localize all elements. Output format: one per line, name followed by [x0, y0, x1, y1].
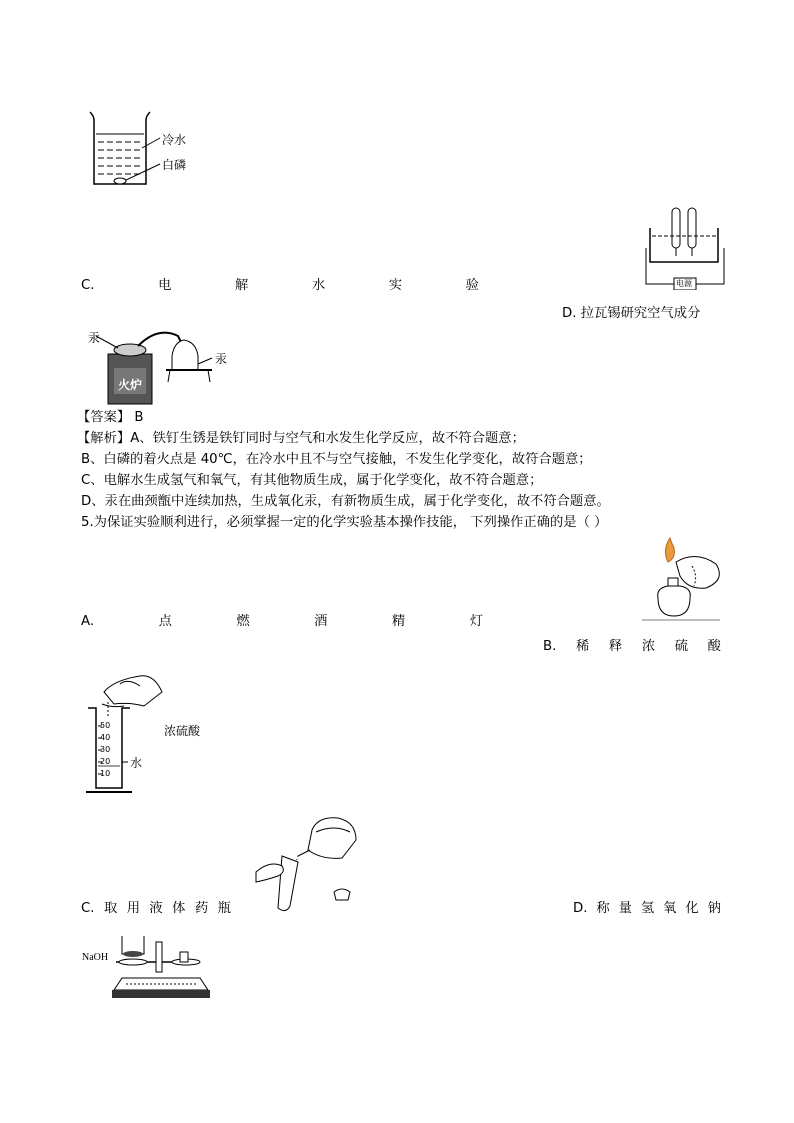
option-d-char: 称	[596, 901, 610, 916]
option-d-char: 氢	[640, 901, 655, 916]
option-b-letter: B.	[543, 639, 557, 654]
pouring-liquid-drawing	[252, 810, 362, 914]
analysis-line-c: C、电解水生成氢气和氧气，有其他物质生成，属于化学变化，故不符合题意；	[81, 473, 543, 488]
option-c-char: 瓶	[217, 901, 231, 916]
analysis-a-text: A、铁钉生锈是铁钉同时与空气和水发生化学反应，故不符合题意；	[130, 431, 525, 446]
lavoisier-figure	[88, 326, 238, 406]
answer-line	[77, 409, 144, 427]
tick-label: 50	[100, 721, 111, 730]
option-b-char: 浓	[641, 639, 656, 654]
option-b-char: 稀	[575, 639, 590, 654]
tick-label: 10	[100, 769, 111, 778]
balance-figure	[82, 932, 214, 1004]
option-c-char: 验	[465, 278, 479, 293]
option-b-char: 酸	[707, 639, 721, 654]
balance-drawing	[82, 932, 214, 1004]
option-a-char: 灯	[469, 614, 483, 629]
option-c-char: 解	[235, 278, 249, 293]
option-d-char: 量	[618, 901, 632, 916]
option-d-weigh-naoh	[573, 900, 721, 918]
furnace-label: 火炉	[118, 378, 143, 392]
option-b-dilute-acid	[543, 638, 721, 656]
water-label: 水	[130, 756, 143, 770]
answer-label: 【答案】	[77, 410, 131, 425]
analysis-line-d: D、汞在曲颈甑中连续加热，生成氧化汞，有新物质生成，属于化学变化，故不符合题意。	[81, 494, 610, 509]
option-b-char: 释	[608, 639, 623, 654]
beaker-figure	[84, 108, 224, 190]
option-c-letter: C.	[81, 901, 95, 916]
option-c-electrolysis	[81, 277, 479, 295]
tick-label: 20	[100, 757, 111, 766]
option-a-char: 点	[158, 614, 172, 629]
option-d-letter: D.	[573, 901, 588, 916]
mercury-right-label: 汞	[215, 352, 228, 366]
alcohol-lamp-figure	[636, 536, 726, 624]
option-d-char: 钠	[707, 901, 721, 916]
option-c-char: 用	[126, 901, 140, 916]
answer-value: B	[134, 410, 144, 425]
naoh-label: NaOH	[82, 952, 109, 963]
option-a-light-lamp	[81, 613, 483, 631]
question-5-stem: 5.为保证实验顺利进行，必须掌握一定的化学实验基本操作技能， 下列操作正确的是（ ）	[81, 515, 608, 530]
option-c-char: 药	[194, 901, 209, 916]
analysis-label: 【解析】	[77, 431, 131, 446]
analysis-line-b: B、白磷的着火点是 40℃，在冷水中且不与空气接触，不发生化学变化，故符合题意；	[81, 452, 592, 467]
cylinder-figure	[84, 662, 214, 794]
tick-label: 40	[100, 733, 111, 742]
option-c-letter: C.	[81, 278, 95, 293]
option-a-letter: A.	[81, 614, 95, 629]
pouring-liquid-figure	[252, 810, 362, 914]
option-c-char: 取	[103, 901, 118, 916]
analysis-line-a	[77, 430, 525, 448]
mercury-left-label: 汞	[88, 331, 101, 345]
power-source-label: 电源	[676, 279, 692, 288]
option-c-char: 体	[172, 901, 186, 916]
tick-label: 30	[100, 745, 111, 754]
option-c-take-liquid	[81, 900, 231, 918]
option-c-char: 实	[388, 278, 403, 293]
beaker-drawing	[84, 108, 224, 190]
option-c-char: 水	[311, 278, 326, 293]
option-d-lavoisier: D. 拉瓦锡研究空气成分	[562, 306, 701, 321]
option-a-char: 燃	[236, 614, 250, 629]
white-phosphorus-label: 白磷	[162, 158, 187, 172]
electrolysis-figure	[644, 206, 726, 290]
option-b-char: 硫	[674, 639, 689, 654]
option-c-char: 电	[158, 278, 172, 293]
option-d-char: 化	[685, 901, 699, 916]
option-a-char: 酒	[314, 614, 328, 629]
concentrated-acid-label: 浓硫酸	[164, 724, 201, 738]
option-d-char: 氧	[663, 901, 677, 916]
cold-water-label: 冷水	[162, 133, 187, 147]
option-c-char: 液	[149, 901, 163, 916]
alcohol-lamp-drawing	[636, 536, 726, 624]
option-a-char: 精	[391, 614, 406, 629]
